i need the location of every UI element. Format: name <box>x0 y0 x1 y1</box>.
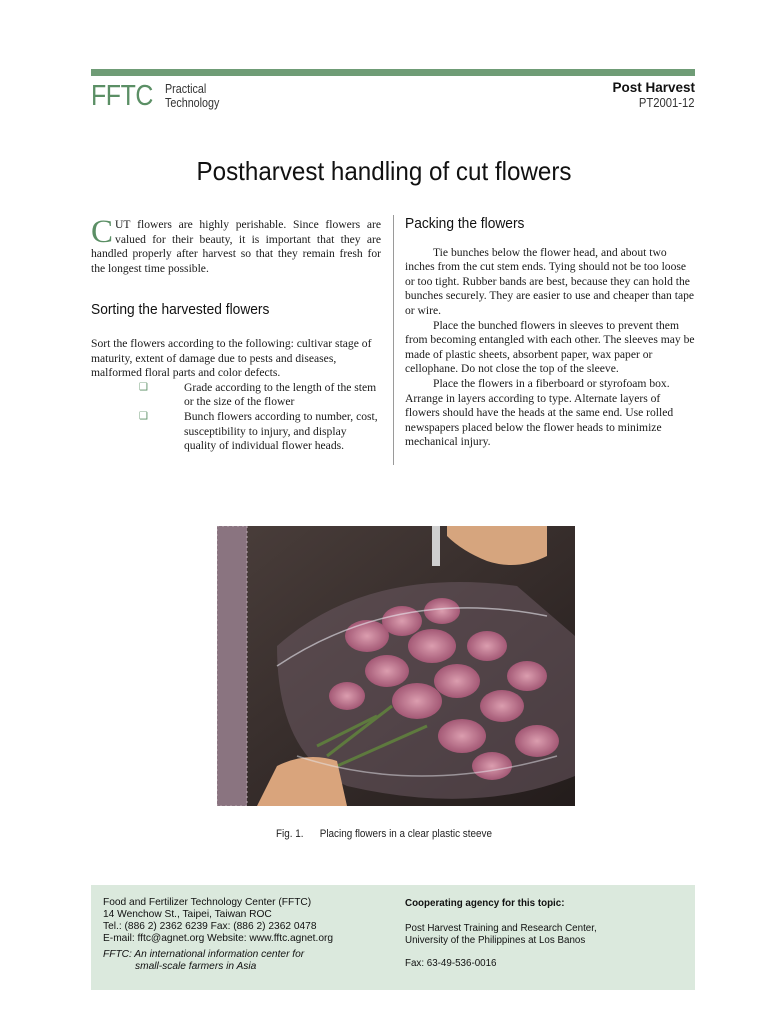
footer-tagline-1: FFTC: An international information center for <box>103 949 305 960</box>
packing-paragraph-1: Tie bunches below the flower head, and about two inches from the cut stem ends. Tying should not be too loose or too tight. Rubber bands are best, because they can hold the bunches securely. They are easier to use and cheaper than tape or wire. <box>405 245 695 317</box>
coop-name-2: University of the Philippines at Los Banos <box>405 935 586 946</box>
footer-email: E-mail: fftc@agnet.org Website: www.fftc.agnet.org <box>103 933 334 944</box>
header-rule <box>91 69 695 76</box>
logo-subtitle-line-2: Technology <box>165 96 220 110</box>
figure-caption <box>38 828 729 840</box>
packing-heading: Packing the flowers <box>405 216 525 232</box>
coop-fax: Fax: 63-49-536-0016 <box>405 957 497 969</box>
drop-cap: C <box>91 214 114 250</box>
intro-paragraph <box>91 214 381 276</box>
footer-box <box>91 885 695 990</box>
packing-paragraph-3: Place the flowers in a fiberboard or styrofoam box. Arrange in layers according to type. Alternate layers of flowers should have the heads at the same end. Use rolled newspapers placed below the flower heads to minimize mechanical injury. <box>405 376 674 449</box>
bullet-text-1: Grade according to the length of the stem or the size of the flower <box>184 380 377 409</box>
series-code: PT2001-12 <box>639 96 695 110</box>
footer-tagline-2: small-scale farmers in Asia <box>135 961 257 972</box>
flower-packing-photo <box>217 526 575 806</box>
bullet-item-2 <box>91 410 381 454</box>
checkbox-bullet-icon: ❑ <box>139 381 148 393</box>
bullet-text-2: Bunch flowers according to number, cost, susceptibility to injury, and display quality of individual flower heads. <box>184 409 378 453</box>
left-column <box>91 214 381 454</box>
figure-caption-text: Placing flowers in a clear plastic steeve <box>319 828 492 840</box>
figure-label: Fig. 1. <box>276 828 304 840</box>
logo-subtitle <box>165 82 219 110</box>
intro-text: flowers are highly perishable. Since flowers are valued for their beauty, it is important that they are handled properly after harvest so that they remain fresh for the longest time possible. <box>91 218 381 275</box>
bullet-item-1 <box>91 381 381 410</box>
footer-cooperating-agency <box>405 898 597 970</box>
right-column <box>405 217 695 450</box>
footer-address: 14 Wenchow St., Taipei, Taiwan ROC <box>103 909 272 920</box>
sorting-paragraph: Sort the flowers according to the following: cultivar stage of maturity, extent of damage due to pests and diseases, malformed floral parts and color defects. <box>91 336 372 380</box>
flower-photo-illustration <box>217 526 575 806</box>
coop-name-1: Post Harvest Training and Research Center, <box>405 922 597 934</box>
footer-contact <box>103 897 333 973</box>
page-title: Postharvest handling of cut flowers <box>196 156 572 186</box>
coop-heading: Cooperating agency for this topic: <box>405 898 565 909</box>
logo-subtitle-line-1: Practical <box>165 82 207 96</box>
intro-lead: UT <box>115 218 131 231</box>
fftc-logo: FFTC <box>91 80 154 112</box>
series-title: Post Harvest <box>612 80 695 95</box>
footer-tel: Tel.: (886 2) 2362 6239 Fax: (886 2) 2362 0478 <box>103 921 317 932</box>
sorting-heading: Sorting the harvested flowers <box>91 302 270 319</box>
packing-paragraph-2: Place the bunched flowers in sleeves to prevent them from becoming entangled with each other. The sleeves may be made of plastic sheets, absorbent paper, wax paper or cellophane. Do not close the top of the sleeve. <box>405 318 695 376</box>
column-divider <box>393 215 394 465</box>
checkbox-bullet-icon: ❑ <box>139 410 148 422</box>
series-label <box>612 80 695 111</box>
footer-org: Food and Fertilizer Technology Center (FFTC) <box>103 897 312 908</box>
